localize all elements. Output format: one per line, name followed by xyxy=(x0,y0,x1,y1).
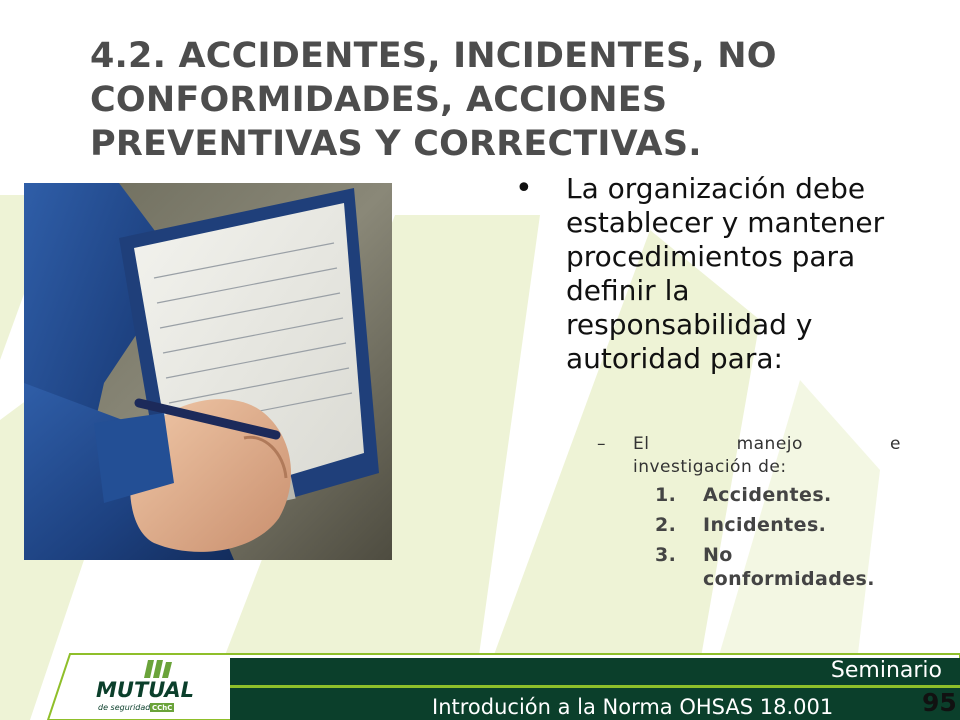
numbered-list xyxy=(655,483,905,590)
list-item-label: Accidentes. xyxy=(703,484,832,506)
page-number: 95 xyxy=(922,688,957,717)
list-item xyxy=(655,513,905,543)
logo-tag: CChC xyxy=(152,704,173,712)
footer-seminar-label: Seminario xyxy=(830,658,942,683)
bullet-text: La organización debe establecer y mantener procedimientos para definir la responsabilidad y autoridad para: xyxy=(566,172,885,375)
list-item xyxy=(655,483,905,513)
list-item-number: 3. xyxy=(655,544,677,566)
footer-course-title: Introdución a la Norma OHSAS 18.001 xyxy=(432,695,834,719)
list-item xyxy=(655,543,905,590)
sub-bullet-marker: – xyxy=(597,434,606,454)
sub-bullet-text-line1: El manejo e xyxy=(633,434,901,454)
list-item-label: Incidentes. xyxy=(703,514,827,536)
photo-illustration xyxy=(24,183,392,560)
bullet-marker: • xyxy=(515,171,533,206)
logo-subtext: de seguridad xyxy=(98,703,151,712)
slide-title: 4.2. ACCIDENTES, INCIDENTES, NO CONFORMIDADES, ACCIONES PREVENTIVAS Y CORRECTIVAS. xyxy=(90,36,777,164)
sub-bullet-text-line2: investigación de: xyxy=(633,457,787,477)
clipboard-writing-photo xyxy=(24,183,392,560)
list-item-label: No conformidades. xyxy=(703,544,875,590)
logo-text: MUTUAL xyxy=(96,678,195,702)
list-item-number: 1. xyxy=(655,484,677,506)
list-item-number: 2. xyxy=(655,514,677,536)
